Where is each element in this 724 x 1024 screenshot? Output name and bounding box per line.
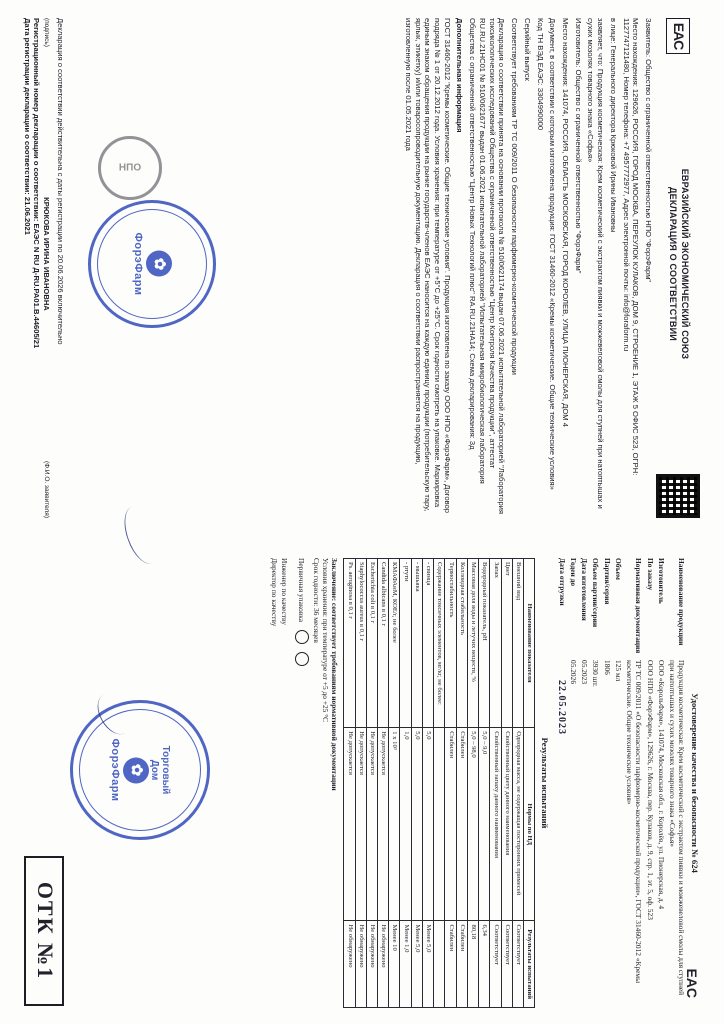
table-row (422, 559, 433, 1008)
recycle-icon (295, 652, 309, 666)
table-cell: Менее 1,0 (400, 921, 411, 1008)
norm-value: ТР ТС 009/2011 «О безопасности парфюмерно-косметической продукции», ГОСТ 31460-2012 «Кремы косметические. Общие технические условия» (625, 660, 644, 984)
eac-logo: EAC (666, 18, 690, 54)
table-cell: Ps. aeruginosa в 0,1 г (344, 559, 355, 728)
table-cell: 6,34 (479, 921, 490, 1008)
certificate-title: Удостоверение качества и безопасности № 624 (690, 693, 700, 873)
table-row (434, 559, 445, 1008)
table-header: Результаты испытаний (524, 921, 535, 1008)
mfgdate-value: 05.2023 (580, 660, 590, 685)
table-cell: - ртути (400, 559, 411, 728)
results-table (343, 558, 535, 1008)
table-cell: Стабилен (456, 921, 467, 1008)
table-cell: Не допускается (355, 728, 366, 921)
certificate-footer (270, 558, 339, 1008)
table-cell: Термостабильность (445, 559, 456, 728)
table-cell: Внешний вид (512, 559, 523, 728)
registration-date: Дата регистрации декларации о соответствии: 21.06.2021 (22, 18, 32, 235)
declaration-title: ЕВРАЗИЙСКИЙ ЭКОНОМИЧЕСКИЙ СОЮЗ ДЕКЛАРАЦИЯ О СООТВЕТСТВИИ (668, 168, 690, 360)
engineer-line: Инженер по качеству (279, 558, 289, 625)
qr-code-icon (656, 474, 700, 518)
ship-date-stamp: 22.05.2023 (555, 680, 567, 735)
table-row (467, 559, 478, 1008)
trading-house-seal (70, 700, 210, 840)
signature-line (41, 18, 51, 518)
batch-value: 1806 (602, 660, 612, 675)
table-cell: Не обнаружено (344, 921, 355, 1008)
table-cell (434, 921, 445, 1008)
recycle-icon (295, 630, 309, 644)
table-cell: Содержание токсичных элементов, мг/кг, не более: (434, 559, 445, 728)
table-row (501, 559, 512, 1008)
table-cell: 1,0 (400, 728, 411, 921)
manufacturer: Изготовитель: Общество с ограниченной ответственностью "ФорэФарм" (573, 18, 583, 274)
table-cell: 80,18 (467, 921, 478, 1008)
table-cell: 5,0 (411, 728, 422, 921)
table-cell: Запах (490, 559, 501, 728)
table-cell: Не обнаружено (378, 921, 389, 1008)
table-cell: Escherichia coli в 0,1 г (366, 559, 377, 728)
table-cell: Стабилен (456, 728, 467, 921)
table-row (389, 559, 400, 1008)
npo-seal: НПО (98, 136, 162, 200)
table-row (411, 559, 422, 1008)
otk-stamp: ОТК №1 (24, 856, 64, 1006)
table-cell: Candida albicans в 0,1 г (378, 559, 389, 728)
conclusion: Заключение: соответствует требованиям нормативной документации (330, 558, 340, 791)
company-seal (88, 200, 216, 328)
seal-logo-icon: ✿ (146, 251, 172, 277)
table-cell: Стабилен (445, 921, 456, 1008)
table-cell: - свинца (422, 559, 433, 728)
table-row (344, 559, 355, 1008)
table-cell: Соответствует (490, 921, 501, 1008)
packaging-row (295, 558, 309, 1008)
applicant: Заявитель: Общество с ограниченной ответственностью НПО "ФорэФарм" (644, 18, 653, 283)
signature-caption: (подпись) (42, 18, 50, 47)
declares-text: заявляет, что: Продукция косметическая: Крем косметический с экстрактом пиявки и можжевеловой смолы для ступней при натоптышах и сухих мозолях товарного знака «Софья» (586, 18, 606, 509)
signer-name: КРЮКОВА ИРИНА ИВАНОВНА (42, 197, 52, 311)
name-caption: (Ф.И.О. заявителя) (42, 460, 50, 518)
seal-subtitle: Торговый Дом (149, 745, 171, 795)
table-row (355, 559, 366, 1008)
table-header-row (524, 559, 535, 1008)
table-row (456, 559, 467, 1008)
manufacturer-location: Место нахождения: 141074, РОССИЯ, ОБЛАСТЬ МОСКОВСКАЯ, ГОРОД КОРОЛЕВ, УЛИЦА ПИОНЕРСКАЯ, ДОМ 4 (560, 18, 570, 427)
table-row (378, 559, 389, 1008)
table-cell: - мышьяка (411, 559, 422, 728)
table-cell: Staphylococcus aureus в 0,1 г (355, 559, 366, 728)
batchsize-value: 3930 шт. (591, 660, 601, 687)
table-cell: Цвет (501, 559, 512, 728)
director-line: Директор по качеству (270, 558, 280, 627)
table-row (400, 559, 411, 1008)
shelf-life: Срок годности: 36 месяцев (311, 558, 321, 643)
table-cell: Стабилен (445, 728, 456, 921)
eac-mark: EAC (684, 968, 700, 998)
storage-conditions: Условия хранения: при температуре от +5 до +25 °С (321, 558, 331, 723)
table-cell: 1 х 10³ (389, 728, 400, 921)
seal-logo-icon: ✿ (123, 757, 149, 783)
protocol-basis: Декларация о соответствии принята на основании протокола № 510/0621174 выдан 07.06.2021 испытательной лабораторией "Лаборатория токсикологических исследований Общества с ограниченной ответственностью "Центр Контроля Качества продукции", аттестат RU.RU.21НС01 № 510/0621677 выдан 01.06.2021 испытательной лабораторией "Испытательная микробиологическая лаборатория Общества с ограниченной ответственностью "Центр Новых Технологий плюс" RA.RU.21НА14; Схема декларирования: 3д (468, 18, 507, 515)
registration-number: Регистрационный номер декларации о соответствии: ЕАЭС N RU Д-RU.РА01.В.44605/21 (32, 18, 42, 349)
table-cell: Менее 5,0 (422, 921, 433, 1008)
table-row (366, 559, 377, 1008)
document-basis: Документ, в соответствии с которым изготовлена продукция: ГОСТ 31460-2012 «Кремы косметические. Общие технические условия» (548, 18, 558, 490)
table-cell: Не допускается (344, 728, 355, 921)
table-cell: Не допускается (378, 728, 389, 921)
extra-info-text: ГОСТ 31460-2012 "Кремы косметические. Общие технические условия". Продукция изготовлена по заказу ООО НПО «ФорэФарм», Договор подряда № 1 от 20.12.2012 года. Условия хранения: при температуре от +5°С до +25°С. Срок годности смотреть на упаковке. Маркировка единым знаком обращения продукции на рынке государств-членов ЕАЭС наносится на каждую единицу продукции (потребительскую тару, ярлык, этикетку) и/или товаросопроводительную документацию. Декларация о соответствии распространяется на продукцию, изготовленную после 01.05.2021 года (403, 18, 452, 513)
serial-output: Серийный выпуск (522, 18, 532, 81)
validity: Декларация о соответствии действительна с даты регистрации по 20.06.2026 включительно (55, 18, 65, 345)
table-row (445, 559, 456, 1008)
table-cell: 5,0 – 9,0 (479, 728, 490, 921)
table-cell: Соответствует (501, 921, 512, 1008)
tnved-code: Код ТН ВЭД ЕАЭС: 3304990000 (535, 18, 545, 131)
table-header: Нормы по НД (524, 728, 535, 921)
table-cell: Не обнаружено (355, 921, 366, 1008)
table-cell: Не допускается (366, 728, 377, 921)
table-cell: КМАФАнМ, КОЕ/г, не более (389, 559, 400, 728)
director-line: в лице: Генерального директора Крюковой Ирины Ивановны (608, 18, 618, 233)
table-row (479, 559, 490, 1008)
table-cell: 5,0 – 98,0 (467, 728, 478, 921)
table-cell: Водородный показатель, pH (479, 559, 490, 728)
table-cell (434, 728, 445, 921)
table-header: Наименование показателя (524, 559, 535, 728)
results-title: Результаты испытаний (540, 737, 551, 829)
table-cell: Массовая доля воды и летучих веществ, % (467, 559, 478, 728)
conformity-requirements: Соответствует требованиям ТР ТС 009/2011 О безопасности парфюмерно-косметической продукции (510, 18, 520, 375)
table-cell: 5,0 (422, 728, 433, 921)
product-value: Продукция косметическая: Крем косметический с экстрактом пиявки и можжевеловой смолы для ступней при натоптышах и сухих мозолях товарного знака «Софья» (668, 660, 687, 996)
expiry-value: 05.2026 (568, 660, 578, 685)
table-cell: Свойственный цвету данного наименования (501, 728, 512, 921)
extra-info-title: Дополнительная информация (455, 18, 465, 133)
declaration-footer (22, 18, 65, 518)
seal-brand: ФорэФарм (132, 232, 144, 296)
seal-brand: ФорэФарм (109, 738, 121, 802)
table-row (512, 559, 523, 1008)
table-cell: Соответствует (512, 921, 523, 1008)
packaging-label: Первичная упаковка (297, 558, 307, 623)
table-cell: Коллоидная стабильность (456, 559, 467, 728)
maker-value: ООО «КорольФарм», 141074, Московская обл., г. Королёв, ул. Пионерская, д. 4 (656, 660, 666, 910)
applicant-location: Место нахождения: 129626, РОССИЯ, ГОРОД МОСКВА, ПЕРЕУЛОК КУЛАКОВ, ДОМ 9, СТРОЕНИЕ 1, ЭТАЖ 5 ОФИС 523, ОГРН: 1127747121480, Номер телефона: +7 4957772977, Адрес электронной почты: info@foraform.ru (621, 18, 641, 476)
table-cell: Менее 10 (389, 921, 400, 1008)
table-row (490, 559, 501, 1008)
table-cell: Менее 5,0 (411, 921, 422, 1008)
order-value: ООО НПО «ФорэФарм», 129626, г. Москва, пер. Кулаков, д. 9, стр. 1, эт. 5, оф. 523 (645, 660, 655, 920)
table-cell: Свойственный запаху данного наименования (490, 728, 501, 921)
volume-value: 125 мл (613, 660, 623, 682)
table-cell: Однородная масса, не содержащая посторонних примесей (512, 728, 523, 921)
certificate-fields: Наименование продукции Продукция косметическая: Крем косметический с экстрактом пиявки и можжевеловой смолы для ступней при натоптышах и сухих мозолях товарного знака «Софья» Изготовитель ООО «КорольФарм», 141074, Московская обл., г. Королёв, ул. Пионерская, д. 4 По заказу ООО НПО «ФорэФарм», 129626, г. Москва, пер. Кулаков, д. 9, стр. 1, эт. 5, оф. 523 Нормативная документация ТР ТС 009/2011 «О безопасности парфюмерно-косметической продукции», ГОСТ 31460-2012 «Кремы косметические. Общие технические условия» Объем 125 мл Партия/серия 1806 Объем партии/серии 3930 шт. Дата изготовления 05.2023 Годен до 05.2026 Дата отгрузки 22.05.2023 (554, 558, 686, 1008)
table-cell: Не обнаружено (366, 921, 377, 1008)
